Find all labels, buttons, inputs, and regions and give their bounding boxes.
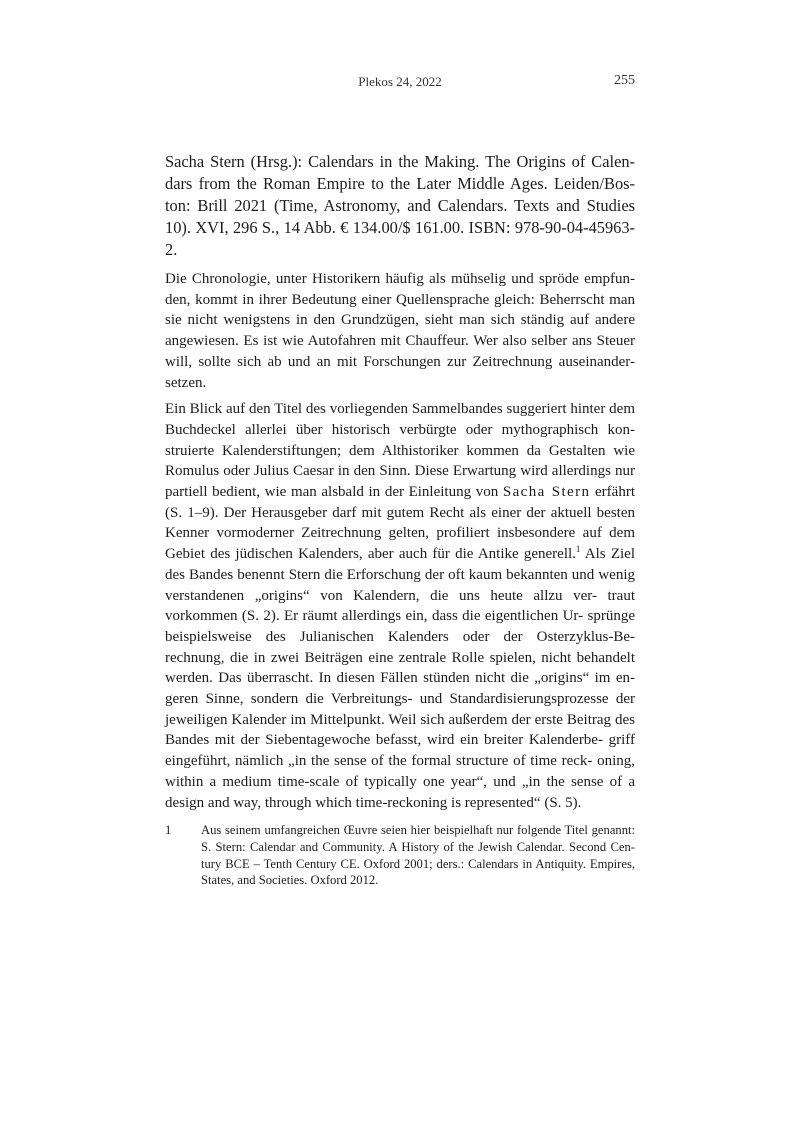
footnote-ce: CE: [340, 856, 357, 871]
footnote-text-b: – Tenth Century: [249, 856, 341, 871]
paragraph-1: Die Chronologie, unter Historikern häufig als mühselig und spröde empfun- den, kommt in ihrer Bedeutung einer Quellensprache gleich: Beherrscht man sie nicht wenigstens in den Grundzügen, sieht man sich ständig auf andere angewiesen. Es ist wie Autofahren mit Chauffeur. Wer also selber ans Steuer will, sollte sich ab und an mit Forschungen zur Zeitrechnung auseinander- setzen.: [165, 271, 635, 391]
footnote-number: 1: [165, 823, 172, 837]
citation-text-cont: , 296 S., 14 Abb. € 134.00/$ 161.00. ISBN: 978-90-04-45963- 2.: [165, 218, 636, 259]
paragraph-2: [165, 399, 635, 813]
citation-roman-numeral: XVI: [195, 218, 225, 237]
footnote-text: [201, 822, 635, 889]
footnote: [165, 822, 635, 889]
footnote-text-c: . Oxford 2001; ders.: Calendars in Antiquity. Empires, States, and Societies. Oxford 2012.: [201, 856, 636, 888]
paragraph-2-text-cont: erfährt (S. 1–9). Der Herausgeber darf mit gutem Recht als einer der aktuell besten Kenner vormoderner Zeitrechnung gelten, profiliert insbesondere auf dem Gebiet des jüdischen Kalenders, aber auch für die Antike generell.: [165, 484, 635, 563]
running-head: [165, 74, 635, 94]
author-name: Sacha Stern: [502, 484, 591, 501]
journal-title: Plekos 24, 2022: [358, 74, 442, 89]
book-citation: [165, 151, 635, 261]
citation-text: Sacha Stern (Hrsg.): Calendars in the Making. The Origins of Calen- dars from the Roman Empire to the Later Middle Ages. Leiden/Bos- ton: Brill 2021 (Time, Astronomy, and Calendars. Texts and Studies 10).: [165, 152, 635, 237]
footnote-text-a: Aus seinem umfangreichen Œuvre seien hier beispielhaft nur folgende Titel genannt: S. Stern: Calendar and Community. A History of the Jewish Calendar. Second Cen- tury: [201, 823, 635, 871]
review-body: [165, 269, 635, 813]
paragraph-2-text-end: Als Ziel des Bandes benennt Stern die Erforschung der oft kaum bekannten und wenig verstandenen „origins“ von Kalendern, die uns heute allzu ver- traut vorkommen (S. 2). Er räumt allerdings ein, dass die eigentlichen Ur- sprünge beispielsweise des Julianischen Kalenders oder der Osterzyklus-Be- rechnung, die in zwei Beiträgen eine zentrale Rolle spielen, nicht behandelt werden. Das überrascht. In diesen Fällen stünden nicht die „origins“ im en- geren Sinne, sondern die Verbreitungs- und Standardisierungsprozesse der jeweiligen Kalender im Mittelpunkt. Weil sich außerdem der erste Beitrag des Bandes mit der Siebentagewoche befasst, wird ein breiter Kalenderbe- griff eingeführt, nämlich „in the sense of the formal structure of time reck- oning, within a medium time-scale of typically one year“, und „in the sense of a design and way, through which time-reckoning is represented“ (S. 5).: [165, 546, 635, 811]
footnote-bce: BCE: [225, 856, 250, 871]
paragraph-2-text: Ein Blick auf den Titel des vorliegenden Sammelbandes suggeriert hinter dem Buchdeckel allerlei über historisch verbürgte oder mythographisch kon- struierte Kalenderstiftungen; dem Althistoriker kommen da Gestalten wie Romulus oder Julius Caesar in den Sinn. Diese Erwartung wird allerdings nur partiell bedient, wie man alsbald in der Einleitung von: [165, 401, 635, 501]
page-number: 255: [614, 73, 635, 88]
footnote-reference[interactable]: 1: [575, 544, 581, 555]
